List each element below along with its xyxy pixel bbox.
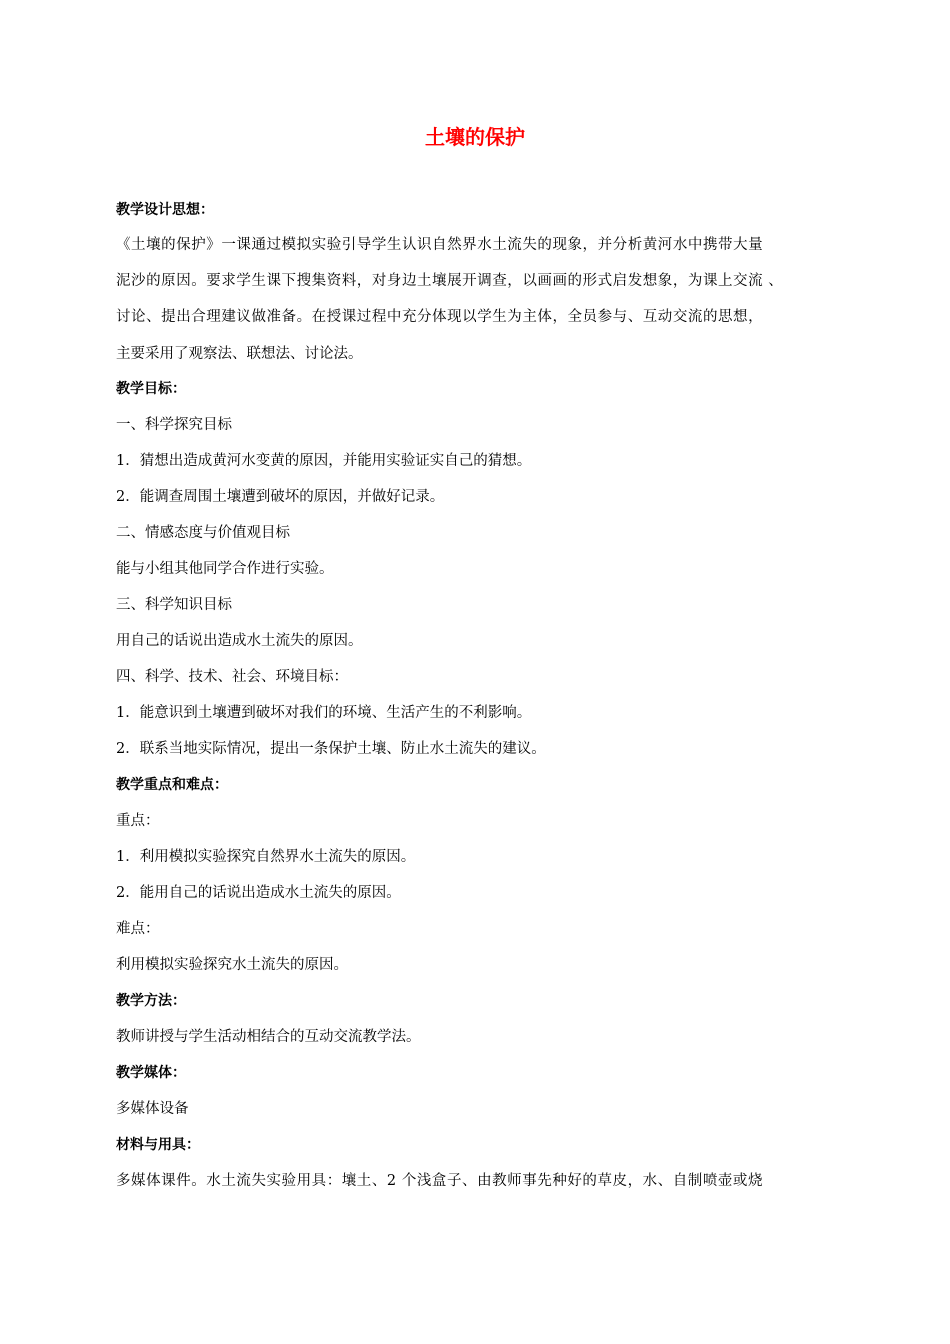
paragraph-line: 主要采用了观察法、联想法、讨论法。 xyxy=(116,346,363,362)
text-line: 多媒体设备 xyxy=(116,1101,189,1117)
document-title: 土壤的保护 xyxy=(425,125,525,149)
section-heading-media: 教学媒体： xyxy=(116,1065,186,1081)
text-line: 四、科学、技术、社会、环境目标： xyxy=(116,669,348,685)
text-line: 难点： xyxy=(116,921,160,937)
section-heading-key-points: 教学重点和难点： xyxy=(116,777,228,793)
paragraph-line: 泥沙的原因。要求学生课下搜集资料，对身边土壤展开调查，以画画的形式启发想象，为课上交流 、 xyxy=(116,273,784,289)
paragraph-line: 《土壤的保护》一课通过模拟实验引导学生认识自然界水土流失的现象，并分析黄河水中携带大量 xyxy=(116,237,764,253)
text-line: 1．能意识到土壤遭到破坏对我们的环境、生活产生的不利影响。 xyxy=(116,705,532,721)
text-line: 1．猜想出造成黄河水变黄的原因，并能用实验证实自己的猜想。 xyxy=(116,453,532,469)
section-heading-materials: 材料与用具： xyxy=(116,1137,200,1153)
section-heading-objectives: 教学目标： xyxy=(116,381,186,397)
text-line: 用自己的话说出造成水土流失的原因。 xyxy=(116,633,363,649)
section-heading-design-idea: 教学设计思想： xyxy=(116,202,214,218)
text-line: 2．联系当地实际情况，提出一条保护土壤、防止水土流失的建议。 xyxy=(116,741,546,757)
text-line: 重点： xyxy=(116,813,160,829)
paragraph-line: 讨论、提出合理建议做准备。在授课过程中充分体现以学生为主体，全员参与、互动交流的思想， xyxy=(116,309,764,325)
text-line: 三、科学知识目标 xyxy=(116,597,232,613)
paragraph-line: 多媒体课件。水土流失实验用具：壤土、2 个浅盒子、由教师事先种好的草皮，水、自制喷壶或烧 xyxy=(116,1173,764,1189)
text-line: 2．能调查周围土壤遭到破坏的原因，并做好记录。 xyxy=(116,489,445,505)
text-line: 二、情感态度与价值观目标 xyxy=(116,525,290,541)
text-line: 能与小组其他同学合作进行实验。 xyxy=(116,561,334,577)
text-line: 2．能用自己的话说出造成水土流失的原因。 xyxy=(116,885,401,901)
text-line: 利用模拟实验探究水土流失的原因。 xyxy=(116,957,348,973)
section-heading-methods: 教学方法： xyxy=(116,993,186,1009)
text-line: 一、科学探究目标 xyxy=(116,417,232,433)
text-line: 1．利用模拟实验探究自然界水土流失的原因。 xyxy=(116,849,416,865)
text-line: 教师讲授与学生活动相结合的互动交流教学法。 xyxy=(116,1029,421,1045)
